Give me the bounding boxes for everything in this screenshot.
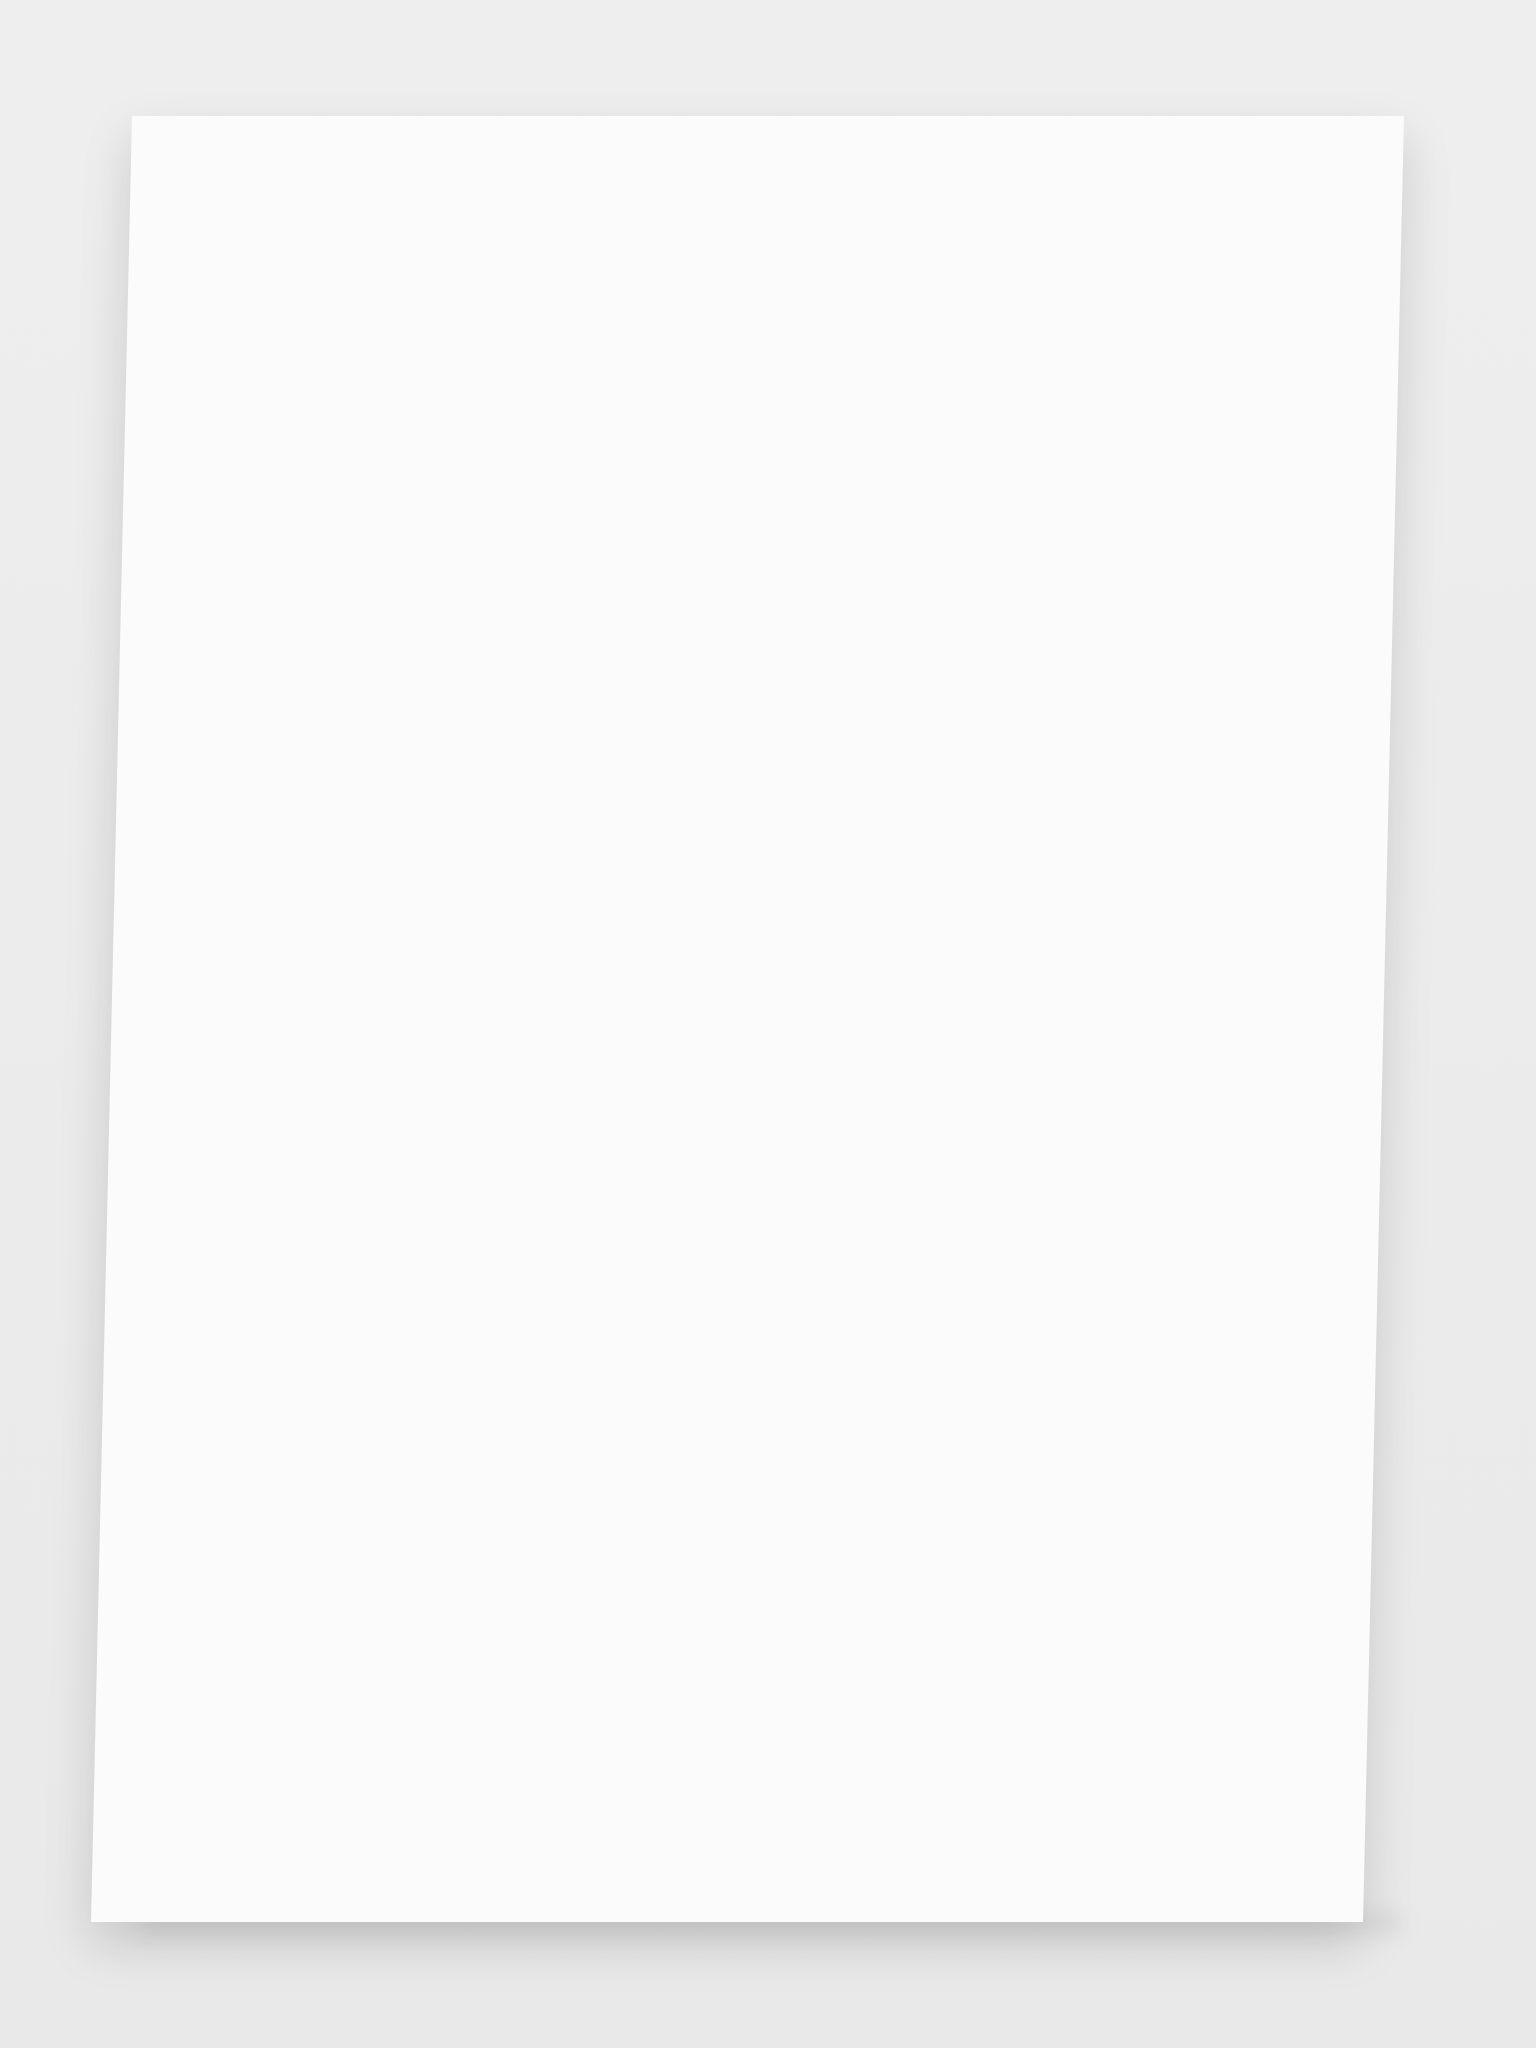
poster-scene — [91, 116, 1404, 1922]
poster — [91, 116, 1404, 1922]
